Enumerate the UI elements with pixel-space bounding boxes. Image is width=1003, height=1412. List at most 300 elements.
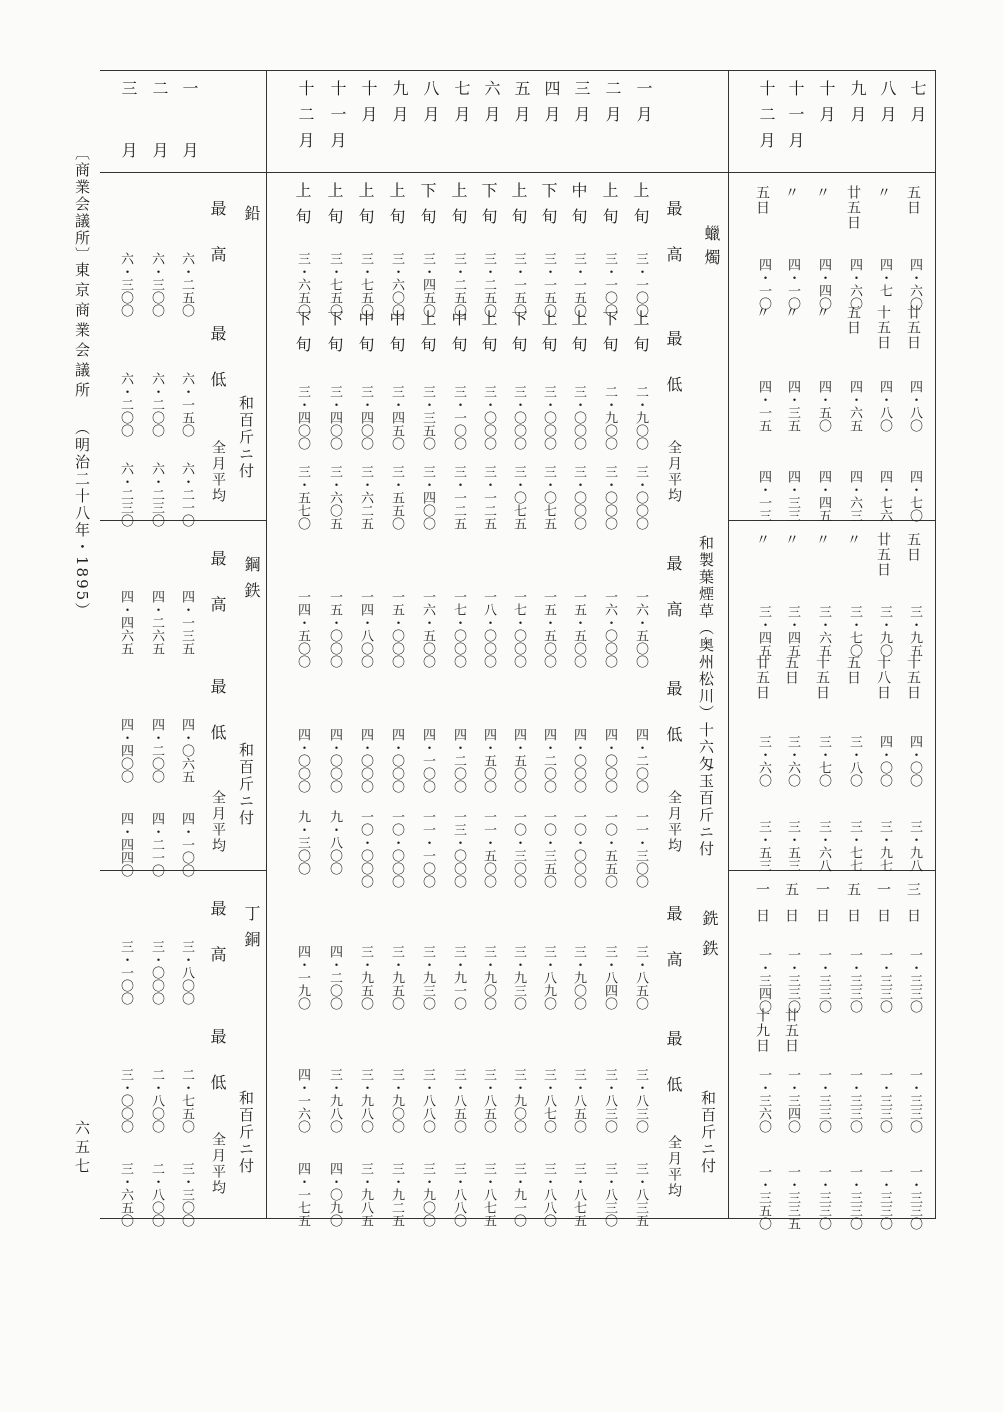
price-high: 三・一五〇 — [511, 252, 526, 317]
date: 五日 — [845, 305, 861, 335]
price-low: 三・〇〇〇 — [511, 385, 526, 450]
price-avg: 三・八七五 — [571, 1162, 586, 1227]
date: 〃 — [814, 532, 830, 547]
price-high: 三・九三〇 — [511, 945, 526, 1010]
price-avg: 四・七〇 — [907, 470, 922, 522]
price-avg: 三・九一〇 — [511, 1162, 526, 1227]
month-header: 九月 — [390, 80, 409, 132]
price-low: 四・八〇 — [877, 380, 892, 432]
price-avg: 一一・五〇〇 — [481, 810, 496, 888]
price-high: 四・六〇 — [847, 258, 862, 310]
date: 〃 — [845, 532, 861, 547]
section-title-steel: 鋼鉄 — [242, 556, 261, 608]
date: 十五日 — [905, 655, 921, 700]
price-high: 四・六〇 — [907, 258, 922, 310]
price-avg: 三・〇〇〇 — [602, 465, 617, 530]
price-low: 三・四〇〇 — [295, 385, 310, 450]
price-avg: 一・三三五 — [785, 1165, 800, 1230]
date: 廿五日 — [845, 185, 861, 230]
price-low: 四・五〇〇 — [511, 728, 526, 793]
price-high: 三・七五〇 — [327, 252, 342, 317]
unit-label: 和百斤ニ付 — [699, 1090, 717, 1175]
price-high: 三・九五 — [907, 605, 922, 657]
price-low: 四・〇〇〇 — [602, 728, 617, 793]
period: 下旬 — [600, 310, 619, 362]
date: 十九日 — [754, 1008, 770, 1053]
price-low: 三・九八〇 — [358, 1068, 373, 1133]
price-low: 一・三三〇 — [847, 1068, 862, 1133]
price-high: 四・四〇 — [816, 258, 831, 310]
price-high: 一・三三〇 — [907, 948, 922, 1013]
price-high: 三・一〇〇 — [633, 252, 648, 317]
price-avg: 三・九〇〇 — [420, 1162, 435, 1227]
period: 上旬 — [325, 182, 344, 234]
price-avg: 三・三〇〇 — [179, 1162, 194, 1227]
col-high-label: 最高 — [664, 200, 683, 292]
month-header: 十二月 — [757, 80, 776, 158]
period: 上旬 — [449, 182, 468, 234]
month-header: 二月 — [150, 80, 169, 204]
period: 中旬 — [569, 182, 588, 234]
period: 上旬 — [539, 310, 558, 362]
price-low: 三・六〇 — [756, 735, 771, 787]
price-high: 四・一〇 — [756, 258, 771, 310]
price-high: 三・一〇〇 — [602, 252, 617, 317]
date: 廿五日 — [783, 1008, 799, 1053]
date: 廿五日 — [875, 532, 891, 577]
price-low: 三・一〇〇 — [451, 385, 466, 450]
price-avg: 四・一七五 — [295, 1162, 310, 1227]
col-high-label: 最高 — [208, 550, 227, 642]
price-high: 一・三三〇 — [877, 948, 892, 1013]
price-low: 一・三四〇 — [785, 1068, 800, 1133]
price-low: 二・七五〇 — [179, 1068, 194, 1133]
date: 五日 — [845, 882, 861, 934]
left-table-divider — [266, 70, 267, 1218]
month-header: 二月 — [603, 80, 622, 132]
price-avg: 四・六三 — [847, 470, 862, 522]
month-header: 十月 — [817, 80, 836, 132]
page-number: 六五七 — [73, 1120, 91, 1177]
price-avg: 六・二一〇 — [179, 462, 194, 527]
price-high: 四・一三五 — [179, 590, 194, 655]
org-name: 東京商業会議所 — [73, 262, 91, 402]
price-avg: 三・四〇〇 — [420, 465, 435, 530]
date: 一日 — [814, 882, 830, 934]
price-avg: 四・一三 — [756, 470, 771, 522]
price-avg: 三・〇〇〇 — [633, 465, 648, 530]
month-header: 一月 — [180, 80, 199, 204]
header-rule — [100, 172, 936, 173]
price-avg: 三・八三〇 — [602, 1162, 617, 1227]
price-high: 六・二五〇 — [179, 252, 194, 317]
price-avg: 三・七七 — [847, 820, 862, 872]
price-avg: 一一・三〇〇 — [633, 810, 648, 888]
price-avg: 九・三〇〇 — [295, 810, 310, 875]
price-avg: 一〇・〇〇〇 — [571, 810, 586, 888]
month-header: 三月 — [119, 80, 138, 204]
price-low: 四・〇〇〇 — [358, 728, 373, 793]
section-title-tobacco: 和製葉煙草（奥州松川）十六匁玉百斤ニ付 — [697, 535, 715, 858]
price-high: 一四・八〇〇 — [358, 590, 373, 668]
price-avg: 一・三三〇 — [847, 1165, 862, 1230]
price-avg: 四・一〇〇 — [179, 812, 194, 877]
price-low: 三・八〇 — [847, 735, 862, 787]
price-low: 三・〇〇〇 — [541, 385, 556, 450]
unit-label: 和百斤ニ付 — [237, 1090, 255, 1175]
price-high: 三・八九〇 — [541, 945, 556, 1010]
price-avg: 三・五三 — [756, 820, 771, 872]
price-low: 三・七〇 — [816, 735, 831, 787]
col-low-label: 最低 — [664, 330, 683, 422]
price-low: 三・九〇〇 — [389, 1068, 404, 1133]
date: 〃 — [814, 305, 830, 320]
price-low: 四・二〇〇 — [149, 718, 164, 783]
date: 三日 — [905, 882, 921, 934]
period: 中旬 — [387, 310, 406, 362]
price-high: 三・二五〇 — [481, 252, 496, 317]
col-avg-label: 全月平均 — [666, 1135, 682, 1199]
price-low: 一・三三〇 — [907, 1068, 922, 1133]
section-title-copper: 丁銅 — [242, 905, 261, 957]
month-header: 七月 — [452, 80, 471, 132]
period: 下旬 — [539, 182, 558, 234]
price-low: 四・〇〇 — [907, 735, 922, 787]
price-avg: 四・三三 — [785, 470, 800, 522]
price-high: 一五・五〇〇 — [571, 590, 586, 668]
date: 〃 — [783, 305, 799, 320]
price-low: 四・〇〇〇 — [571, 728, 586, 793]
price-avg: 六・二三〇 — [118, 462, 133, 527]
period: 下旬 — [325, 310, 344, 362]
date: 十五日 — [814, 655, 830, 700]
price-high: 一四・五〇〇 — [295, 590, 310, 668]
top-rule — [100, 70, 936, 71]
price-avg: 二・八〇〇 — [149, 1162, 164, 1227]
month-header: 六月 — [482, 80, 501, 132]
date: 廿五日 — [754, 655, 770, 700]
price-low: 一・三三〇 — [816, 1068, 831, 1133]
price-high: 六・三〇〇 — [149, 252, 164, 317]
price-avg: 三・一二五 — [451, 465, 466, 530]
period: 中旬 — [449, 310, 468, 362]
price-avg: 一〇・〇〇〇 — [389, 810, 404, 888]
date: 〃 — [783, 185, 799, 200]
date: 〃 — [814, 185, 830, 200]
price-high: 三・八四〇 — [602, 945, 617, 1010]
price-avg: 九・八〇〇 — [327, 810, 342, 875]
price-high: 四・一〇 — [785, 258, 800, 310]
price-high: 四・一九〇 — [295, 945, 310, 1010]
date: 〃 — [754, 532, 770, 547]
date: 五日 — [905, 185, 921, 215]
price-avg: 三・八八〇 — [451, 1162, 466, 1227]
date: 〃 — [783, 532, 799, 547]
col-low-label: 最低 — [208, 678, 227, 770]
price-avg: 一・三三〇 — [907, 1165, 922, 1230]
price-low: 六・二〇〇 — [149, 372, 164, 437]
price-avg: 三・六五〇 — [118, 1162, 133, 1227]
price-high: 三・四五 — [785, 605, 800, 657]
section-title-pigiron: 銑鉄 — [700, 910, 719, 970]
price-low: 四・一六〇 — [295, 1068, 310, 1133]
month-header: 十一月 — [786, 80, 805, 158]
price-high: 一七・〇〇〇 — [451, 590, 466, 668]
price-avg: 一・三三〇 — [816, 1165, 831, 1230]
period: 中旬 — [356, 310, 375, 362]
price-low: 四・〇〇〇 — [389, 728, 404, 793]
date: 一日 — [875, 882, 891, 934]
period: 下旬 — [418, 182, 437, 234]
month-header: 九月 — [848, 80, 867, 132]
period: 上旬 — [387, 182, 406, 234]
price-low: 三・八八〇 — [420, 1068, 435, 1133]
price-avg: 四・四四〇 — [118, 812, 133, 877]
date: 五日 — [783, 882, 799, 934]
price-avg: 三・〇七五 — [511, 465, 526, 530]
price-avg: 三・五五〇 — [389, 465, 404, 530]
col-high-label: 最高 — [208, 900, 227, 992]
price-low: 三・四〇〇 — [358, 385, 373, 450]
price-high: 六・三〇〇 — [118, 252, 133, 317]
price-low: 四・一五 — [756, 380, 771, 432]
price-high: 一六・五〇〇 — [420, 590, 435, 668]
price-low: 六・二〇〇 — [118, 372, 133, 437]
price-high: 一・三三〇 — [847, 948, 862, 1013]
col-low-label: 最低 — [208, 325, 227, 417]
price-low: 三・八三〇 — [602, 1068, 617, 1133]
price-high: 三・八五〇 — [633, 945, 648, 1010]
price-low: 四・〇六五 — [179, 718, 194, 783]
price-avg: 六・二三〇 — [149, 462, 164, 527]
price-avg: 一・三三〇 — [877, 1165, 892, 1230]
price-high: 一六・〇〇〇 — [602, 590, 617, 668]
price-avg: 三・八七五 — [481, 1162, 496, 1227]
price-high: 一五・五〇〇 — [541, 590, 556, 668]
price-low: 四・八〇 — [907, 380, 922, 432]
month-header: 一月 — [634, 80, 653, 132]
month-header: 三月 — [572, 80, 591, 132]
price-low: 三・八五〇 — [481, 1068, 496, 1133]
price-high: 三・六〇〇 — [389, 252, 404, 317]
price-low: 三・四〇〇 — [327, 385, 342, 450]
date: 十五日 — [875, 305, 891, 350]
unit-label: 和百斤ニ付 — [237, 742, 255, 827]
price-low: 三・八五〇 — [451, 1068, 466, 1133]
col-low-label: 最低 — [208, 1028, 227, 1120]
price-high: 三・四五 — [756, 605, 771, 657]
price-avg: 一〇・三五〇 — [541, 810, 556, 888]
price-avg: 一一・一〇〇 — [420, 810, 435, 888]
period: 下旬 — [479, 182, 498, 234]
price-low: 三・〇〇〇 — [481, 385, 496, 450]
price-high: 三・九一〇 — [451, 945, 466, 1010]
col-avg-label: 全月平均 — [210, 790, 226, 854]
price-high: 一七・〇〇〇 — [511, 590, 526, 668]
price-low: 四・二〇〇 — [541, 728, 556, 793]
price-avg: 一三・〇〇〇 — [451, 810, 466, 888]
price-avg: 一〇・〇〇〇 — [358, 810, 373, 888]
price-high: 三・二五〇 — [451, 252, 466, 317]
price-high: 三・七五〇 — [358, 252, 373, 317]
date: 五日 — [783, 655, 799, 685]
price-high: 三・一五〇 — [541, 252, 556, 317]
price-high: 三・八〇〇 — [179, 940, 194, 1005]
price-avg: 四・〇九〇 — [327, 1162, 342, 1227]
price-low: 三・〇〇〇 — [118, 1068, 133, 1133]
price-avg: 三・一二五 — [481, 465, 496, 530]
price-avg: 三・九七 — [877, 820, 892, 872]
price-low: 四・〇〇 — [877, 735, 892, 787]
price-avg: 四・二一〇 — [149, 812, 164, 877]
price-avg: 三・六二五 — [358, 465, 373, 530]
month-header: 十一月 — [328, 80, 347, 158]
price-low: 四・〇〇〇 — [295, 728, 310, 793]
date: 〃 — [754, 305, 770, 320]
price-high: 三・六五 — [816, 605, 831, 657]
price-low: 四・四〇〇 — [118, 718, 133, 783]
price-high: 一・三三〇 — [816, 948, 831, 1013]
price-low: 二・九〇〇 — [602, 385, 617, 450]
price-avg: 三・〇〇〇 — [571, 465, 586, 530]
price-low: 三・八五〇 — [571, 1068, 586, 1133]
date: 廿五日 — [905, 305, 921, 350]
price-high: 三・七〇 — [847, 605, 862, 657]
price-high: 一六・五〇〇 — [633, 590, 648, 668]
period: 上旬 — [569, 310, 588, 362]
year-label: （明治二十八年・1895） — [73, 420, 91, 620]
price-low: 二・九〇〇 — [633, 385, 648, 450]
period: 上旬 — [356, 182, 375, 234]
month-header: 十二月 — [296, 80, 315, 158]
price-low: 三・三五〇 — [420, 385, 435, 450]
price-low: 三・六〇 — [785, 735, 800, 787]
org-bracket: 〔商業会議所〕 — [73, 145, 91, 264]
price-high: 一八・〇〇〇 — [481, 590, 496, 668]
month-header: 八月 — [878, 80, 897, 132]
price-low: 三・〇〇〇 — [571, 385, 586, 450]
period: 上旬 — [293, 182, 312, 234]
col-avg-label: 全月平均 — [666, 790, 682, 854]
price-high: 三・九五〇 — [389, 945, 404, 1010]
price-high: 三・九三〇 — [420, 945, 435, 1010]
price-low: 四・六五 — [847, 380, 862, 432]
price-high: 四・七 — [877, 258, 892, 297]
price-low: 三・四五〇 — [389, 385, 404, 450]
price-low: 四・一〇〇 — [420, 728, 435, 793]
price-avg: 三・九八五 — [358, 1162, 373, 1227]
price-low: 一・三六〇 — [756, 1068, 771, 1133]
price-avg: 四・四五 — [816, 470, 831, 522]
price-low: 四・五〇 — [816, 380, 831, 432]
price-avg: 三・九二五 — [389, 1162, 404, 1227]
col-high-label: 最高 — [664, 555, 683, 647]
price-low: 三・八三〇 — [633, 1068, 648, 1133]
price-low: 二・八〇〇 — [149, 1068, 164, 1133]
price-high: 三・九〇〇 — [571, 945, 586, 1010]
price-high: 四・四六五 — [118, 590, 133, 655]
date: 五日 — [754, 185, 770, 215]
price-high: 三・〇〇〇 — [149, 940, 164, 1005]
price-avg: 四・七六 — [877, 470, 892, 522]
date: 〃 — [875, 185, 891, 200]
price-low: 一・三三〇 — [877, 1068, 892, 1133]
price-low: 三・八七〇 — [541, 1068, 556, 1133]
date: 一日 — [754, 882, 770, 934]
col-avg-label: 全月平均 — [666, 440, 682, 504]
price-high: 四・二六五 — [149, 590, 164, 655]
date: 五日 — [905, 532, 921, 562]
price-avg: 三・六〇五 — [327, 465, 342, 530]
price-high: 四・二〇〇 — [327, 945, 342, 1010]
price-avg: 一〇・五五〇 — [602, 810, 617, 888]
price-low: 三・九八〇 — [327, 1068, 342, 1133]
month-header: 八月 — [421, 80, 440, 132]
price-low: 三・九〇〇 — [511, 1068, 526, 1133]
price-high: 一・三四〇 — [756, 948, 771, 1013]
month-header: 四月 — [542, 80, 561, 132]
price-low: 四・五〇〇 — [481, 728, 496, 793]
price-high: 三・四五〇 — [420, 252, 435, 317]
period: 上旬 — [600, 182, 619, 234]
date: 五日 — [845, 655, 861, 685]
section-title-candle: 蠟燭 — [702, 225, 721, 273]
price-low: 四・二〇〇 — [451, 728, 466, 793]
col-low-label: 最低 — [664, 680, 683, 772]
price-avg: 三・五七〇 — [295, 465, 310, 530]
col-avg-label: 全月平均 — [210, 1132, 226, 1196]
right-table-divider — [728, 70, 729, 1218]
price-avg: 三・八三五 — [633, 1162, 648, 1227]
col-high-label: 最高 — [664, 905, 683, 997]
month-header: 七月 — [908, 80, 927, 132]
col-high-label: 最高 — [208, 200, 227, 292]
price-high: 三・九〇 — [877, 605, 892, 657]
price-high: 一五・〇〇〇 — [389, 590, 404, 668]
month-header: 十月 — [359, 80, 378, 132]
price-high: 一・三三〇 — [785, 948, 800, 1013]
price-high: 三・九五〇 — [358, 945, 373, 1010]
period: 上旬 — [631, 182, 650, 234]
section-title-lead: 鉛 — [242, 205, 261, 227]
price-avg: 三・六八 — [816, 820, 831, 872]
date: 十八日 — [875, 655, 891, 700]
price-high: 一五・〇〇〇 — [327, 590, 342, 668]
price-avg: 三・〇七五 — [541, 465, 556, 530]
unit-label: 和百斤ニ付 — [237, 395, 255, 480]
period: 下旬 — [293, 310, 312, 362]
price-high: 三・六五〇 — [295, 252, 310, 317]
right-frame — [935, 70, 936, 1218]
period: 上旬 — [418, 310, 437, 362]
price-avg: 三・五三 — [785, 820, 800, 872]
price-low: 四・三五 — [785, 380, 800, 432]
price-avg: 三・九八 — [907, 820, 922, 872]
price-avg: 三・八八〇 — [541, 1162, 556, 1227]
period: 上旬 — [509, 182, 528, 234]
price-avg: 一〇・三〇〇 — [511, 810, 526, 888]
price-low: 四・〇〇〇 — [327, 728, 342, 793]
price-high: 三・一〇〇 — [118, 940, 133, 1005]
price-avg: 一・三五〇 — [756, 1165, 771, 1230]
period: 下旬 — [509, 310, 528, 362]
price-low: 四・二〇〇 — [633, 728, 648, 793]
period: 上旬 — [479, 310, 498, 362]
month-header: 五月 — [512, 80, 531, 132]
price-high: 三・一五〇 — [571, 252, 586, 317]
price-low: 六・一五〇 — [179, 372, 194, 437]
col-avg-label: 全月平均 — [210, 440, 226, 504]
